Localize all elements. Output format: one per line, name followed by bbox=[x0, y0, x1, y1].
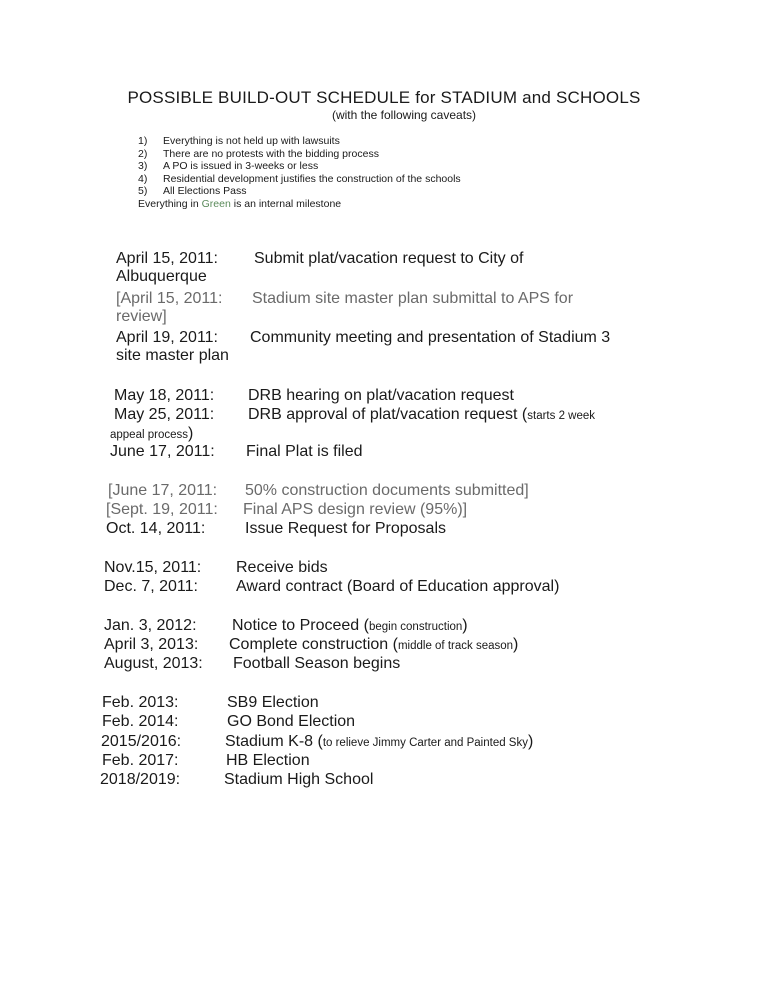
entry-close-paren: ) bbox=[462, 617, 468, 634]
entry-date: Feb. 2013: bbox=[102, 694, 179, 711]
entry-text: Notice to Proceed ( bbox=[232, 617, 369, 634]
document-title: POSSIBLE BUILD-OUT SCHEDULE for STADIUM and SCHOOLS bbox=[127, 88, 641, 107]
caveat-number: 4) bbox=[138, 172, 148, 185]
entry-date: August, 2013: bbox=[104, 655, 203, 672]
entry-text: Stadium site master plan submittal to APS for bbox=[252, 290, 574, 307]
entry-parenthetical: appeal process bbox=[110, 429, 188, 441]
caveat-number: 3) bbox=[138, 160, 148, 172]
entry-date: May 18, 2011: bbox=[114, 387, 215, 404]
caveat-text: A PO is issued in 3-weeks or less bbox=[163, 160, 319, 172]
entry-date: [Sept. 19, 2011: bbox=[106, 501, 218, 518]
entry-text: Complete construction ( bbox=[229, 636, 398, 653]
entry-text: 50% construction documents submitted] bbox=[245, 482, 529, 499]
entry-date: Jan. 3, 2012: bbox=[104, 617, 197, 634]
caveat-item bbox=[138, 135, 461, 148]
entry-text: Award contract (Board of Education approval) bbox=[236, 578, 560, 595]
entry-close-paren: ) bbox=[513, 636, 519, 653]
caveat-number: 1) bbox=[138, 135, 148, 147]
entry-text: Receive bids bbox=[236, 559, 328, 576]
entry-date: June 17, 2011: bbox=[110, 443, 215, 460]
entry-date: Dec. 7, 2011: bbox=[104, 578, 198, 595]
entry-parenthetical: middle of track season bbox=[397, 640, 514, 652]
entry-text: Stadium High School bbox=[224, 771, 374, 788]
caveat-text: Everything is not held up with lawsuits bbox=[163, 135, 340, 147]
caveat-number: 2) bbox=[138, 147, 148, 160]
entry-close-paren: ) bbox=[527, 733, 534, 750]
caveat-text: All Elections Pass bbox=[163, 185, 247, 197]
entry-text: SB9 Election bbox=[227, 694, 319, 711]
entry-text: GO Bond Election bbox=[227, 713, 356, 730]
entry-continuation: Albuquerque bbox=[116, 268, 207, 285]
entry-date: April 3, 2013: bbox=[104, 636, 199, 653]
caveat-text: Residential development justifies the construction of the schools bbox=[163, 172, 461, 185]
entry-text: Final APS design review (95%)] bbox=[243, 501, 468, 518]
entry-text: Football Season begins bbox=[233, 655, 401, 672]
entry-date: Feb. 2017: bbox=[102, 752, 179, 769]
entry-parenthetical: starts 2 week bbox=[527, 410, 596, 422]
note-suffix: is an internal milestone bbox=[230, 197, 342, 210]
entry-parenthetical: to relieve Jimmy Carter and Painted Sky bbox=[322, 737, 528, 749]
entry-continuation bbox=[110, 425, 193, 443]
caveat-item bbox=[138, 173, 461, 186]
green-milestone-note bbox=[138, 198, 461, 211]
entry-text: Submit plat/vacation request to City of bbox=[254, 250, 524, 267]
entry-parenthetical: begin construction bbox=[368, 621, 463, 633]
entry-date: 2018/2019: bbox=[100, 771, 181, 788]
entry-text: Issue Request for Proposals bbox=[245, 520, 446, 537]
entry-continuation: review] bbox=[116, 308, 167, 325]
entry-date: April 15, 2011: bbox=[116, 250, 218, 267]
entry-text: Final Plat is filed bbox=[246, 443, 363, 460]
note-green-word: Green bbox=[201, 197, 231, 210]
entry-text: DRB approval of plat/vacation request ( bbox=[248, 406, 528, 423]
caveat-item bbox=[138, 148, 461, 161]
entry-date: May 25, 2011: bbox=[114, 406, 215, 423]
entry-text: DRB hearing on plat/vacation request bbox=[248, 387, 514, 404]
entry-date: [June 17, 2011: bbox=[108, 482, 218, 499]
entry-date: Nov.15, 2011: bbox=[104, 559, 202, 576]
document-subtitle: (with the following caveats) bbox=[331, 108, 477, 122]
caveat-item bbox=[138, 160, 461, 173]
note-prefix: Everything in bbox=[138, 197, 202, 210]
entry-text: Community meeting and presentation of Stadium 3 bbox=[250, 329, 611, 346]
entry-continuation: site master plan bbox=[116, 347, 229, 364]
caveats-list bbox=[138, 135, 461, 210]
caveat-text: There are no protests with the bidding process bbox=[163, 147, 379, 160]
entry-text: HB Election bbox=[226, 752, 310, 769]
entry-date: 2015/2016: bbox=[101, 733, 182, 750]
caveat-item bbox=[138, 185, 461, 198]
entry-date: April 19, 2011: bbox=[116, 329, 218, 346]
entry-text: Stadium K-8 ( bbox=[225, 733, 323, 750]
entry-date: Oct. 14, 2011: bbox=[106, 520, 206, 537]
caveat-number: 5) bbox=[138, 185, 148, 197]
entry-date: [April 15, 2011: bbox=[116, 290, 223, 307]
entry-close-paren: ) bbox=[188, 425, 194, 442]
entry-date: Feb. 2014: bbox=[102, 713, 179, 730]
